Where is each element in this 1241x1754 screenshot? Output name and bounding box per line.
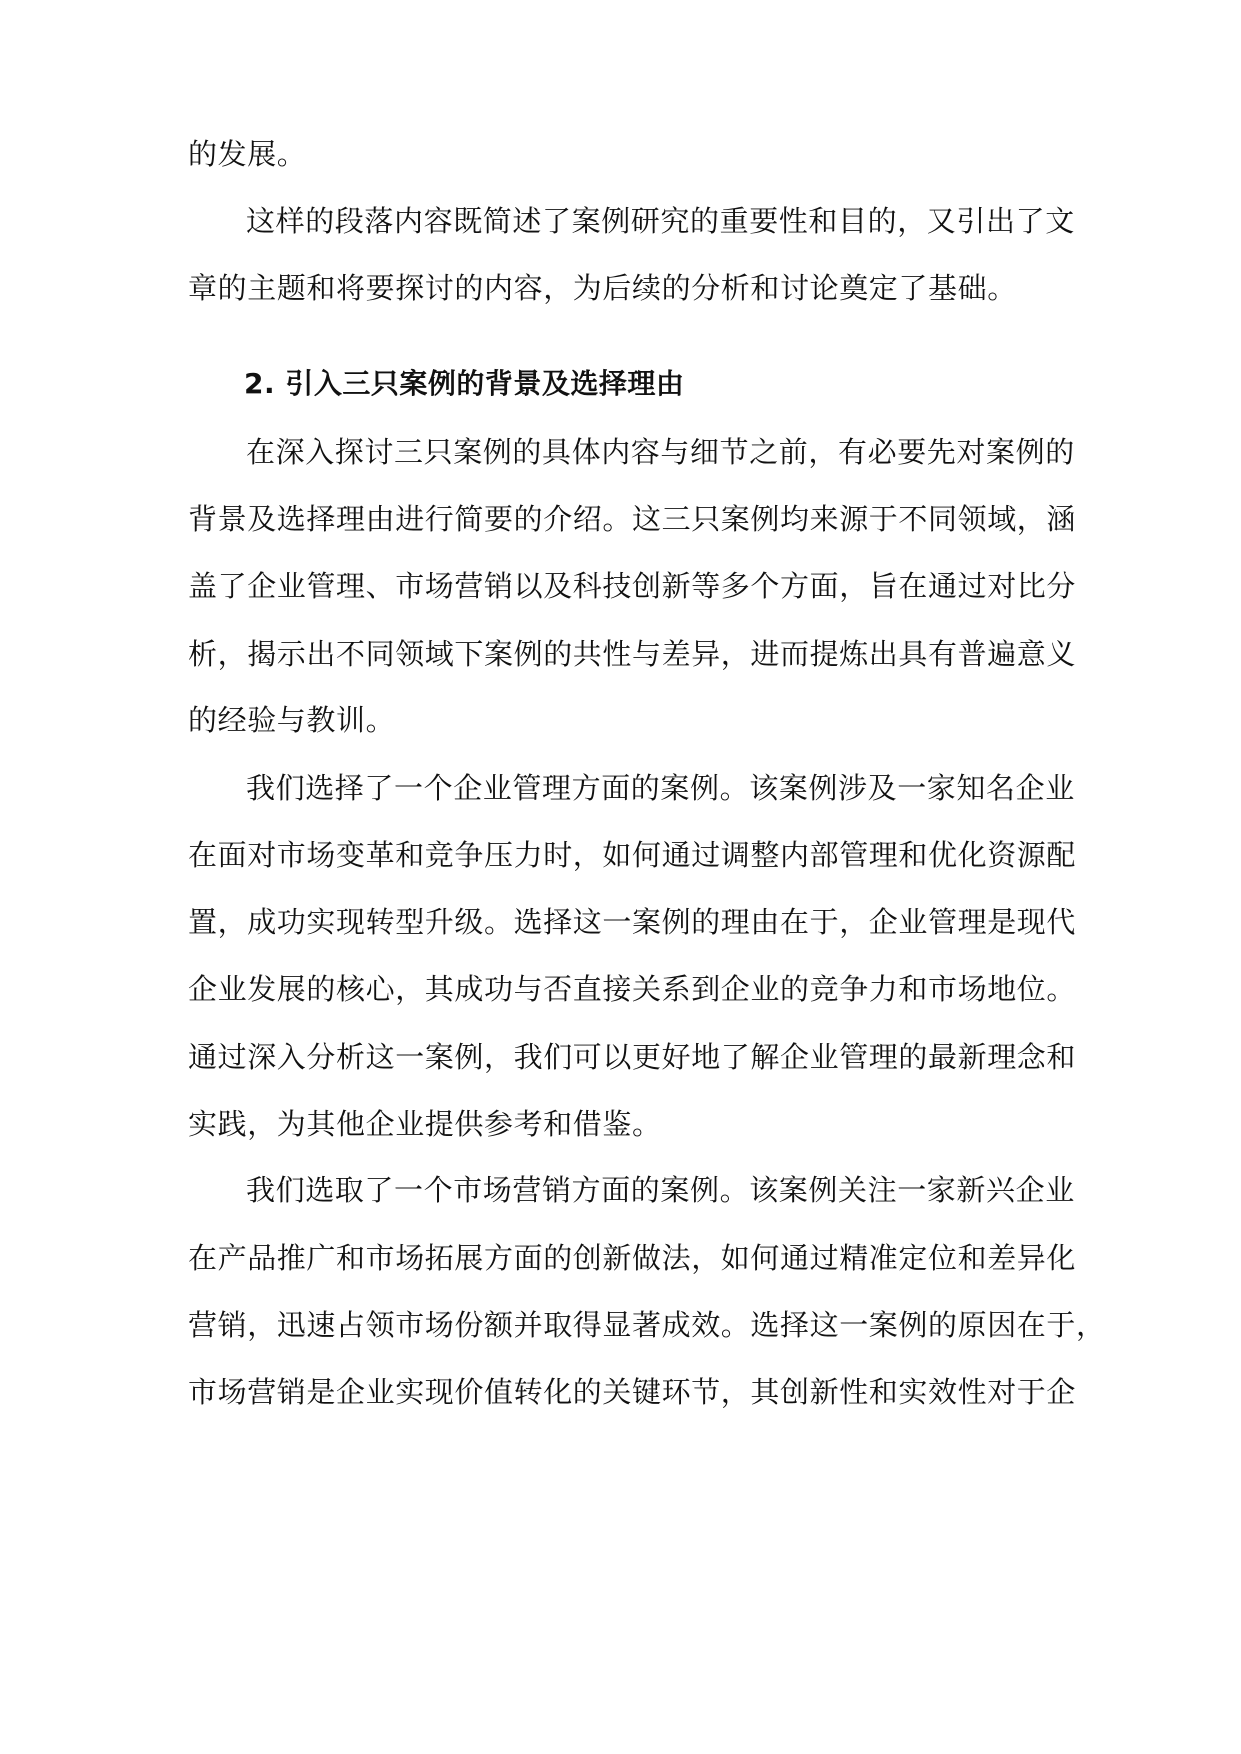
paragraph-line: 析，揭示出不同领域下案例的共性与差异，进而提炼出具有普遍意义 [188, 637, 1077, 671]
paragraph-line: 在产品推广和市场拓展方面的创新做法，如何通过精准定位和差异化 [188, 1241, 1077, 1275]
paragraph-line: 的经验与教训。 [188, 703, 396, 737]
paragraph-line: 企业发展的核心，其成功与否直接关系到企业的竞争力和市场地位。 [188, 972, 1077, 1006]
paragraph-line: 盖了企业管理、市场营销以及科技创新等多个方面，旨在通过对比分 [188, 569, 1077, 603]
paragraph-line: 的发展。 [188, 137, 307, 171]
paragraph-line: 在面对市场变革和竞争压力时，如何通过调整内部管理和优化资源配 [188, 838, 1077, 872]
section-heading: 2. 引入三只案例的背景及选择理由 [244, 367, 685, 400]
paragraph-line: 章的主题和将要探讨的内容，为后续的分析和讨论奠定了基础。 [188, 271, 1017, 305]
paragraph-line: 置，成功实现转型升级。选择这一案例的理由在于，企业管理是现代 [188, 905, 1077, 939]
paragraph-line: 在深入探讨三只案例的具体内容与细节之前，有必要先对案例的 [246, 435, 1075, 469]
paragraph-line: 市场营销是企业实现价值转化的关键环节，其创新性和实效性对于企 [188, 1375, 1077, 1409]
paragraph-line: 通过深入分析这一案例，我们可以更好地了解企业管理的最新理念和 [188, 1040, 1077, 1074]
paragraph-line: 这样的段落内容既简述了案例研究的重要性和目的，又引出了文 [246, 204, 1075, 238]
paragraph-line: 我们选取了一个市场营销方面的案例。该案例关注一家新兴企业 [246, 1173, 1075, 1207]
paragraph-line: 我们选择了一个企业管理方面的案例。该案例涉及一家知名企业 [246, 771, 1075, 805]
paragraph-line: 背景及选择理由进行简要的介绍。这三只案例均来源于不同领域，涵 [188, 502, 1077, 536]
paragraph-line: 实践，为其他企业提供参考和借鉴。 [188, 1107, 662, 1141]
paragraph-line: 营销，迅速占领市场份额并取得显著成效。选择这一案例的原因在于， [188, 1308, 1106, 1342]
